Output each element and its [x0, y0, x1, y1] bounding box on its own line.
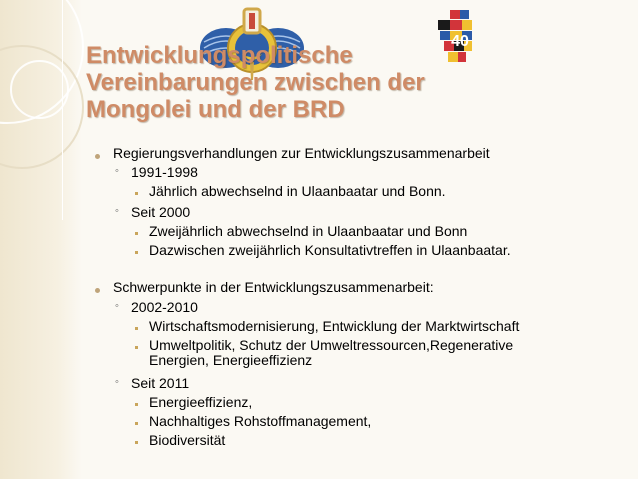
bullet-text-level3: Energieeffizienz, [149, 394, 253, 410]
bullet-text-level3: Zweijährlich abwechselnd in Ulaanbaatar und Bonn [149, 223, 468, 239]
bullet-level2: ◦ [115, 376, 119, 388]
bullet-text-level3-continuation: Energien, Energieeffizienz [149, 352, 313, 368]
logo-text: 40 [451, 33, 469, 50]
bullet-text-level3: Umweltpolitik, Schutz der Umweltressourcen,Regenerative [149, 337, 514, 353]
bullet-level1 [95, 154, 100, 159]
bullet-text-level3: Biodiversität [149, 432, 226, 448]
bullet-level3 [135, 251, 138, 254]
bullet-text-level3: Dazwischen zweijährlich Konsultativtreffen in Ulaanbaatar. [149, 242, 511, 258]
bullet-level3 [135, 403, 138, 406]
bullet-text-level2: Seit 2000 [131, 204, 191, 220]
bullet-level3 [135, 232, 138, 235]
bullet-text-level1: Schwerpunkte in der Entwicklungszusammenarbeit: [113, 279, 434, 295]
bullet-level3 [135, 422, 138, 425]
bullet-text-level2: 1991-1998 [131, 164, 198, 180]
title-line: Mongolei und der BRD [86, 96, 345, 123]
bullet-level3 [135, 192, 138, 195]
bullet-text-level3: Jährlich abwechselnd in Ulaanbaatar und Bonn. [149, 183, 446, 199]
bullet-text-level3: Nachhaltiges Rohstoffmanagement, [149, 413, 372, 429]
bullet-level1 [95, 288, 100, 293]
bullet-text-level3: Wirtschaftsmodernisierung, Entwicklung der Marktwirtschaft [149, 318, 520, 334]
bullet-level3 [135, 346, 138, 349]
title-line: Vereinbarungen zwischen der [86, 69, 425, 96]
bullet-level2: ◦ [115, 205, 119, 217]
bullet-level3 [135, 327, 138, 330]
bullet-level2: ◦ [115, 165, 119, 177]
bullet-text-level1: Regierungsverhandlungen zur Entwicklungszusammenarbeit [113, 145, 490, 161]
title-line: Entwicklungspolitische [86, 42, 353, 69]
bullet-level2: ◦ [115, 300, 119, 312]
bullet-level3 [135, 441, 138, 444]
bullet-text-level2: 2002-2010 [131, 299, 198, 315]
bullet-text-level2: Seit 2011 [131, 375, 190, 391]
